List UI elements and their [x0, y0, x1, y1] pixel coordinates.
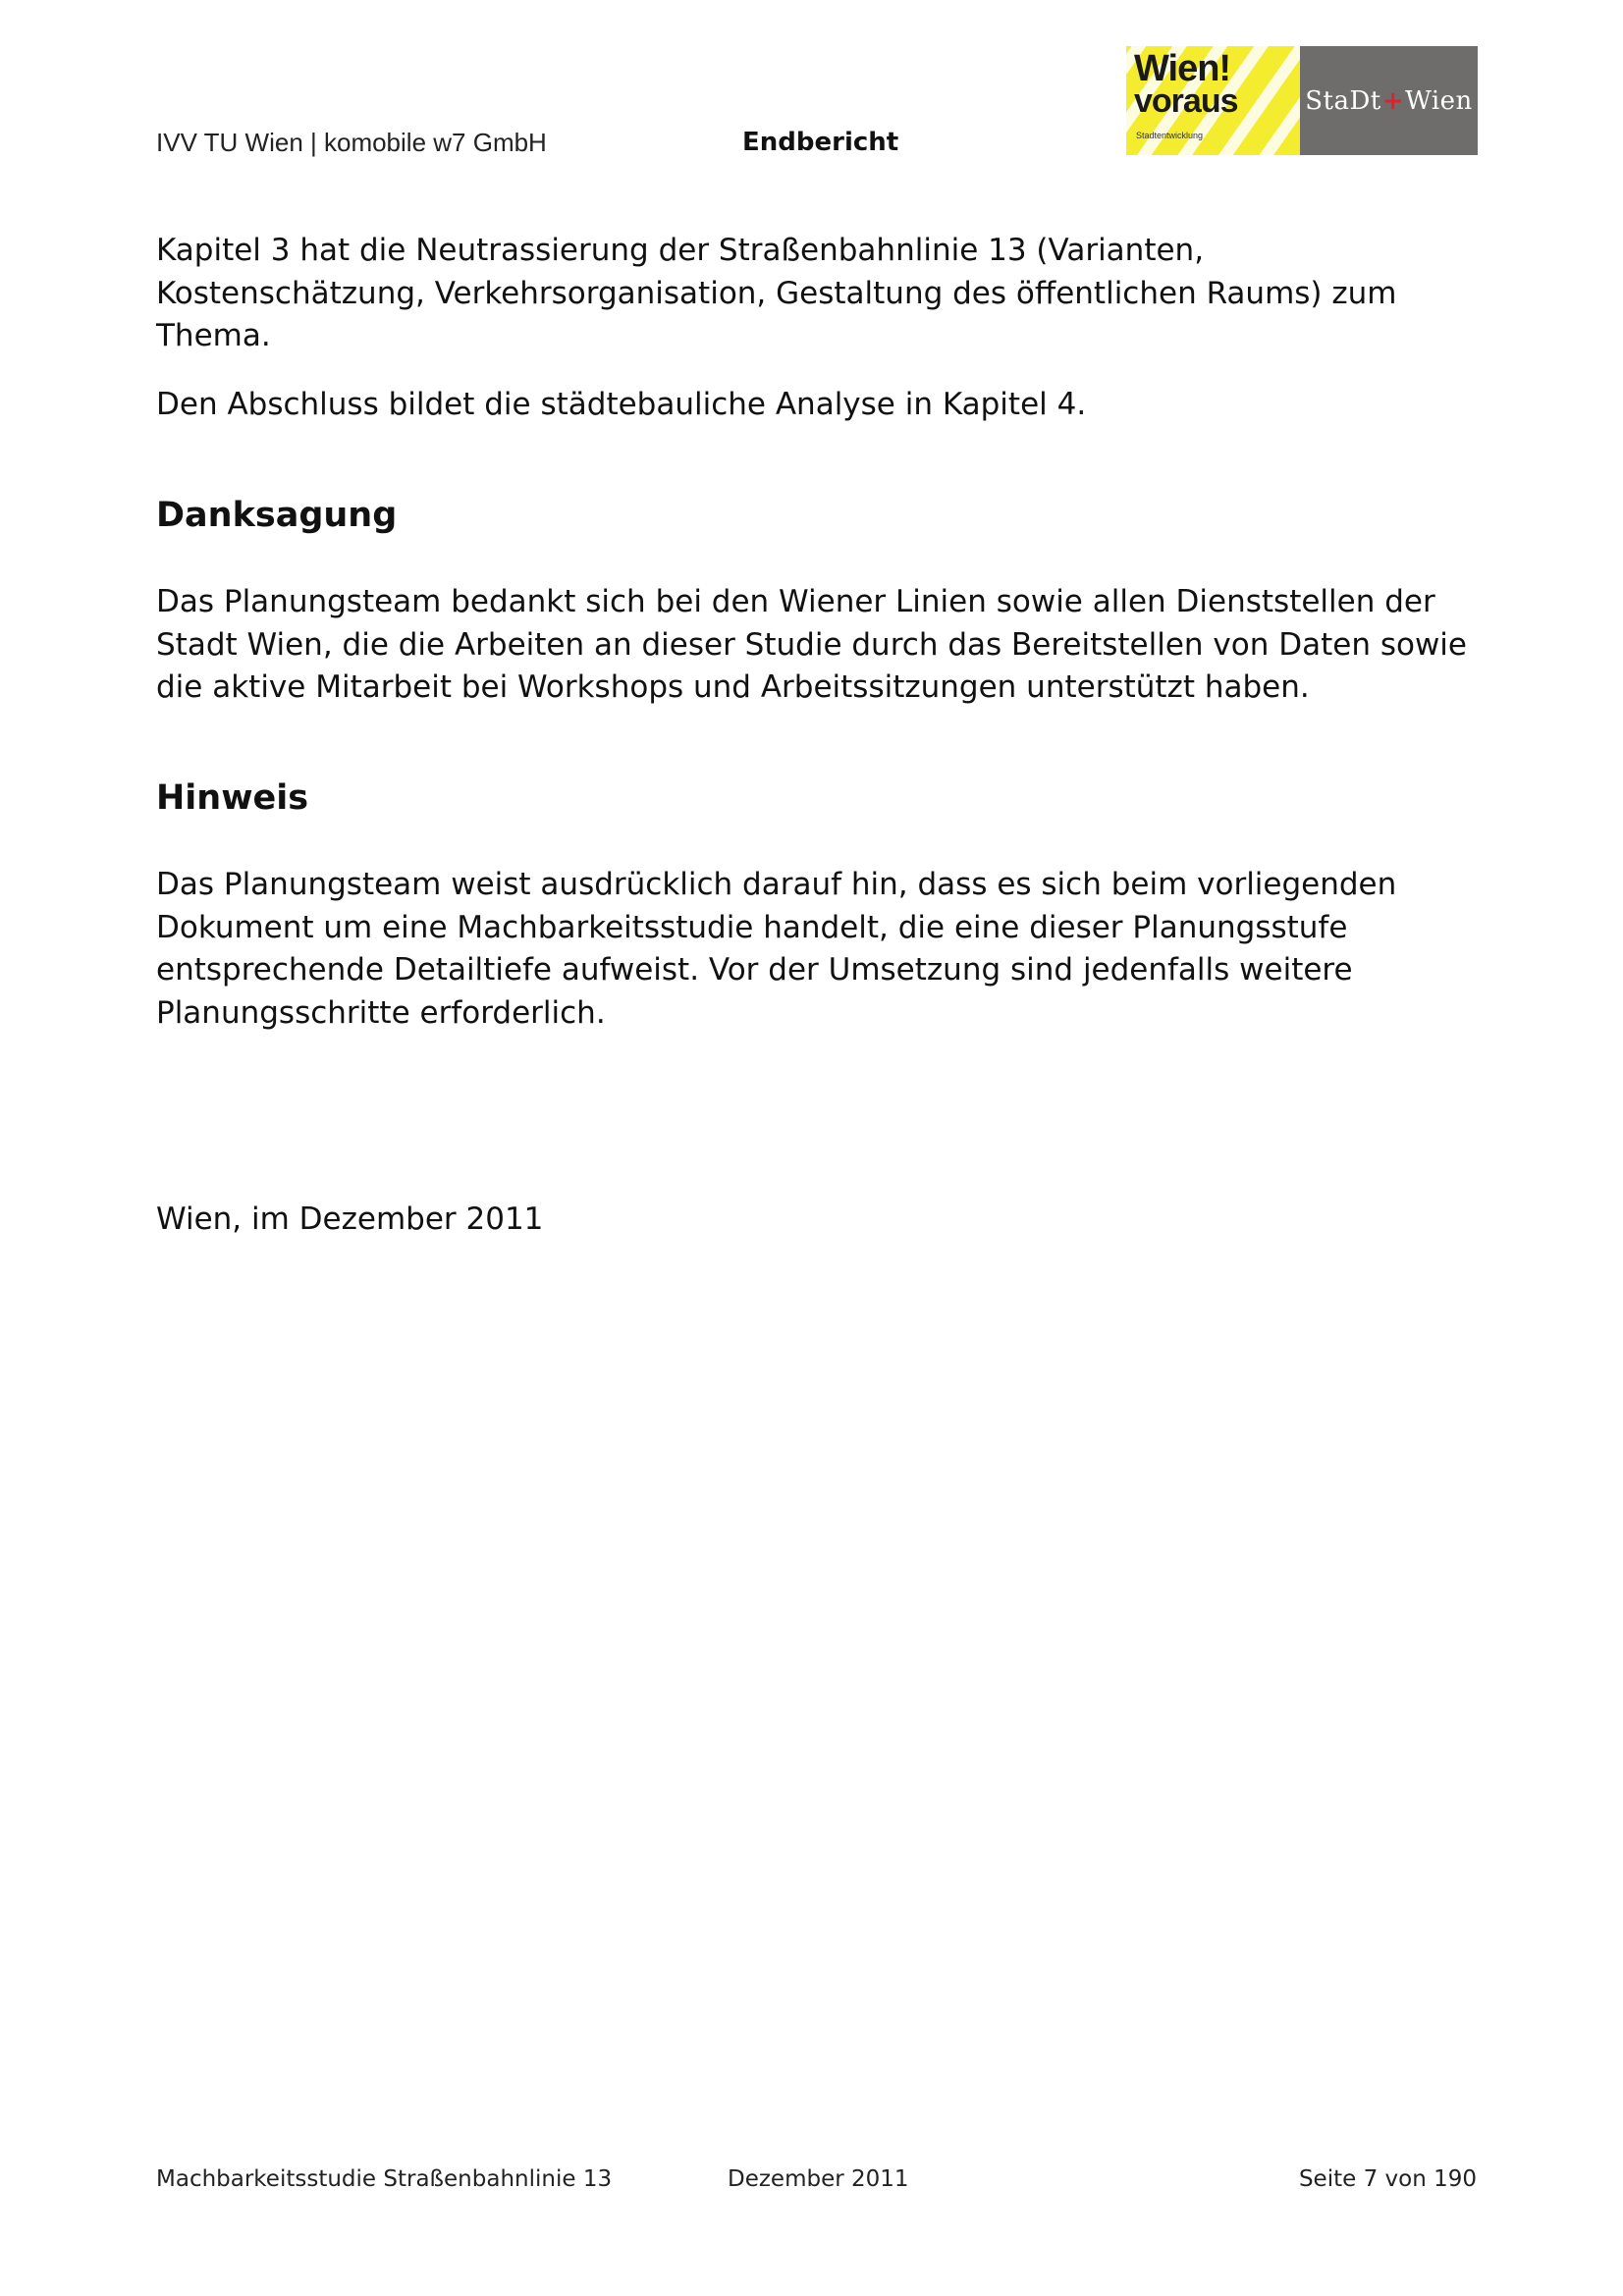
- logo-subtitle-text: Stadtentwicklung: [1136, 131, 1204, 140]
- danksagung-heading: Danksagung: [156, 496, 398, 535]
- header-organizations: IVV TU Wien | komobile w7 GmbH: [156, 128, 547, 157]
- hinweis-line: Planungsschritte erforderlich.: [156, 994, 606, 1031]
- intro-closing-line: Den Abschluss bildet die städtebauliche Analyse in Kapitel 4.: [156, 387, 1087, 422]
- danksagung-line: Stadt Wien, die die Arbeiten an dieser Studie durch das Bereitstellen von Daten sowie: [156, 626, 1467, 663]
- hinweis-paragraph: [156, 864, 1491, 1035]
- wien-voraus-logo: [1126, 46, 1300, 155]
- intro-paragraph: [156, 230, 1491, 358]
- footer-date: Dezember 2011: [728, 2166, 909, 2192]
- hinweis-heading: Hinweis: [156, 778, 309, 818]
- footer-page-number: Seite 7 von 190: [1298, 2166, 1477, 2192]
- stadt-wien-logo: [1300, 46, 1478, 155]
- logo-wien-word: Wien: [1405, 85, 1473, 116]
- place-date-text: Wien, im Dezember 2011: [156, 1201, 544, 1237]
- hinweis-line: Dokument um eine Machbarkeitsstudie handelt, die eine dieser Planungsstufe: [156, 909, 1348, 945]
- logo-stadt-text: StaDt: [1305, 85, 1381, 116]
- hinweis-line: Das Planungsteam weist ausdrücklich darauf hin, dass es sich beim vorliegenden: [156, 867, 1397, 902]
- danksagung-paragraph: [156, 581, 1491, 710]
- footer-title: Machbarkeitsstudie Straßenbahnlinie 13: [156, 2166, 613, 2192]
- intro-closing-paragraph: [156, 384, 1491, 427]
- intro-line: Kapitel 3 hat die Neutrassierung der Straßenbahnlinie 13 (Varianten,: [156, 233, 1205, 268]
- danksagung-line: die aktive Mitarbeit bei Workshops und Arbeitssitzungen unterstützt haben.: [156, 669, 1310, 705]
- logo-group: [1126, 46, 1478, 155]
- danksagung-line: Das Planungsteam bedankt sich bei den Wiener Linien sowie allen Dienststellen der: [156, 584, 1435, 619]
- intro-line: Thema.: [156, 318, 271, 353]
- place-date-line: [156, 1199, 1491, 1242]
- intro-line: Kostenschätzung, Verkehrsorganisation, Gestaltung des öffentlichen Raums) zum: [156, 275, 1397, 311]
- hinweis-line: entsprechende Detailtiefe aufweist. Vor der Umsetzung sind jedenfalls weitere: [156, 952, 1353, 988]
- logo-wien-text: Wien!: [1134, 48, 1231, 89]
- logo-cross-icon: +: [1381, 85, 1405, 116]
- header-document-type: Endbericht: [742, 128, 899, 157]
- logo-voraus-text: voraus: [1134, 82, 1238, 120]
